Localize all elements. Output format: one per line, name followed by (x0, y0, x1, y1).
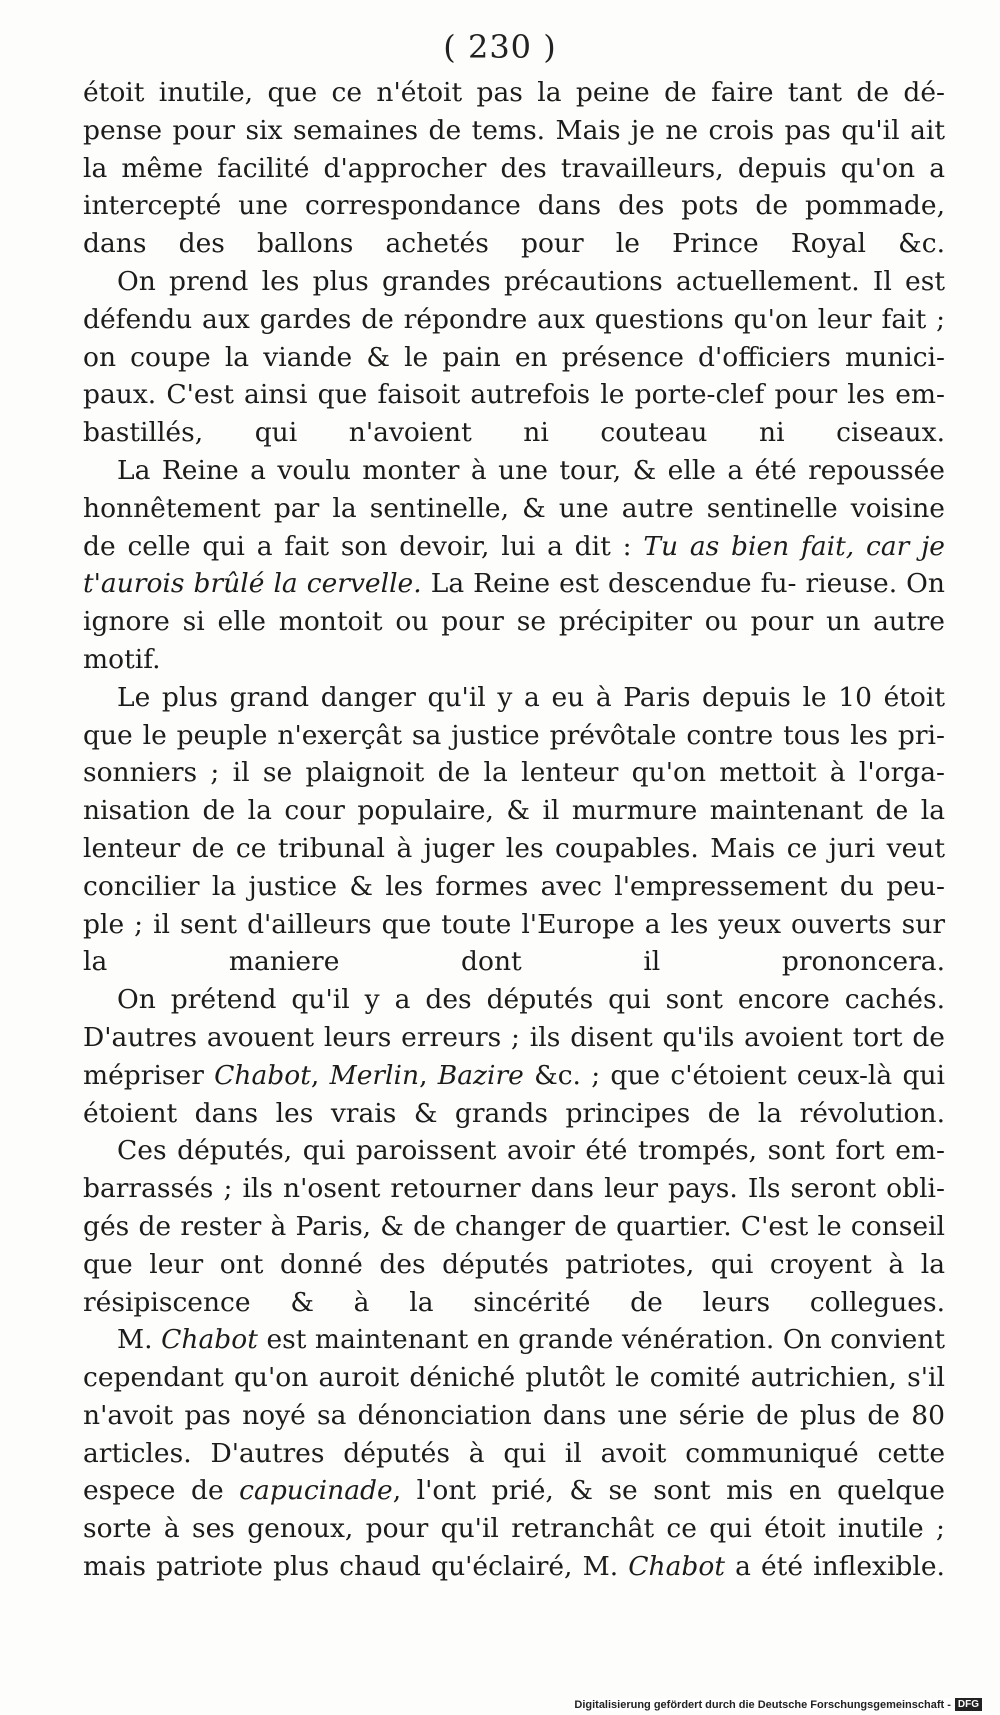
paragraph (83, 452, 945, 679)
text-segment: cependant qu'on auroit déniché plutôt le comité autrichien, (83, 1362, 897, 1394)
italic-text: Merlin (329, 1059, 420, 1091)
text-segment: barrassés ; ils n'osent retourner dans leur pays. Ils seront obli- (83, 1173, 945, 1205)
text-segment: de celle qui a fait son devoir, lui a dit : (83, 530, 632, 562)
text-segment: On prétend qu'il y a des députés qui sont encore cachés. (117, 984, 945, 1016)
text-segment: on coupe la viande & le pain en présence d'officiers munici- (83, 341, 945, 373)
italic-text: capucinade (239, 1475, 393, 1507)
text-segment: lenteur de ce tribunal à juger les coupables. Mais ce juri veut (83, 832, 945, 864)
text-segment: La Reine a voulu monter à une tour, & elle a été repoussée (117, 454, 945, 486)
text-segment: sonniers ; il se plaignoit de la lenteur qu'on mettoit à l'orga- (83, 757, 945, 789)
text-segment: mépriser (83, 1059, 204, 1091)
italic-text: Chabot (161, 1324, 258, 1356)
text-segment: Ces députés, qui paroissent avoir été trompés, sont fort em- (117, 1135, 945, 1167)
text-segment: bastillés, qui n'avoient ni couteau ni ciseaux. (83, 417, 945, 449)
text-segment: D'autres avouent leurs erreurs ; ils disent qu'ils avoient tort de (83, 1021, 945, 1053)
text-segment: est maintenant en grande vénération. On convient (266, 1324, 945, 1356)
text-segment: défendu aux gardes de répondre aux questions qu'on leur fait ; (83, 303, 945, 335)
text-segment: la maniere dont il prononcera. (83, 946, 945, 978)
text-segment: intercepté une correspondance dans des pots de pommade, dans (83, 190, 945, 260)
text-segment: que le peuple n'exerçât sa justice prévôtale contre tous les pri- (83, 719, 945, 751)
text-segment: rieuse. On ignore si elle montoit ou pour se précipiter ou pour (83, 568, 945, 638)
dfg-logo: DFG (955, 1698, 982, 1711)
italic-text: Chabot (628, 1551, 725, 1583)
paragraph (83, 1132, 945, 1321)
body-text (83, 74, 945, 1586)
italic-text: Bazire (437, 1059, 524, 1091)
text-segment: nisation de la cour populaire, & il murmure maintenant de la (83, 795, 945, 827)
text-segment: ple ; il sent d'ailleurs que toute l'Europe a les yeux ouverts sur (83, 908, 945, 940)
page-number: ( 230 ) (443, 28, 557, 66)
text-segment: s'il n'avoit pas noyé sa dénonciation dans une série de plus de (83, 1362, 945, 1431)
credit-text: Digitalisierung gefördert durch die Deutsche Forschungsgemeinschaft - (574, 1698, 951, 1711)
paragraph (83, 679, 945, 981)
paragraph (83, 1321, 945, 1586)
text-segment: &c. ; que c'étoient ceux-là (534, 1059, 893, 1091)
text-segment: étoit inutile, que ce n'étoit pas la peine de faire tant de dé- (83, 77, 945, 108)
text-segment: On prend les plus grandes précautions actuellement. Il est (117, 265, 945, 297)
text-segment: Le plus grand danger qu'il y a eu à Paris depuis le 10 étoit (117, 681, 945, 713)
text-segment: espece de (83, 1475, 224, 1507)
text-segment: pense pour six semaines de tems. Mais je ne crois pas qu'il ait (83, 114, 945, 146)
paragraph (83, 981, 945, 1132)
text-segment: , l'ont prié, & se sont mis en quelque sorte (83, 1475, 945, 1545)
text-segment: 80 articles. D'autres députés à qui il avoit communiqué cette (83, 1399, 945, 1469)
italic-text: Chabot (214, 1059, 311, 1091)
text-segment: M. (117, 1324, 153, 1356)
text-segment: des ballons achetés pour le Prince Royal &c. (178, 228, 945, 260)
text-segment: honnêtement par la sentinelle, & une autre sentinelle voisine (83, 492, 945, 524)
text-segment: que leur ont donné des députés patriotes, qui croyent à la (83, 1248, 945, 1280)
text-segment: , (310, 1059, 320, 1091)
text-segment: , (419, 1059, 428, 1091)
text-segment: un autre motif. (83, 606, 945, 675)
text-segment: a été inflexible. (735, 1551, 945, 1583)
text-segment: qui étoient dans les vrais & grands principes de la révolution. (83, 1059, 945, 1129)
text-segment: concilier la justice & les formes avec l'empressement du peu- (83, 870, 945, 902)
text-segment: résipiscence & à la sincérité de leurs collegues. (83, 1286, 945, 1318)
paragraph (83, 74, 945, 263)
text-segment: à ses genoux, pour qu'il retranchât ce qui étoit inutile ; mais (83, 1513, 945, 1583)
text-segment: La Reine est descendue fu- (430, 568, 797, 600)
text-segment: la même facilité d'approcher des travailleurs, depuis qu'on a (83, 152, 945, 184)
text-segment: gés de rester à Paris, & de changer de quartier. C'est le conseil (83, 1210, 945, 1242)
italic-text: Tu as bien fait, car je t'aurois brûlé la cervelle. (83, 530, 945, 600)
text-segment: patriote plus chaud qu'éclairé, M. (156, 1551, 619, 1583)
text-segment: paux. C'est ainsi que faisoit autrefois le porte-clef pour les em- (83, 379, 945, 411)
digitization-credit (574, 1698, 982, 1711)
paragraph (83, 263, 945, 452)
